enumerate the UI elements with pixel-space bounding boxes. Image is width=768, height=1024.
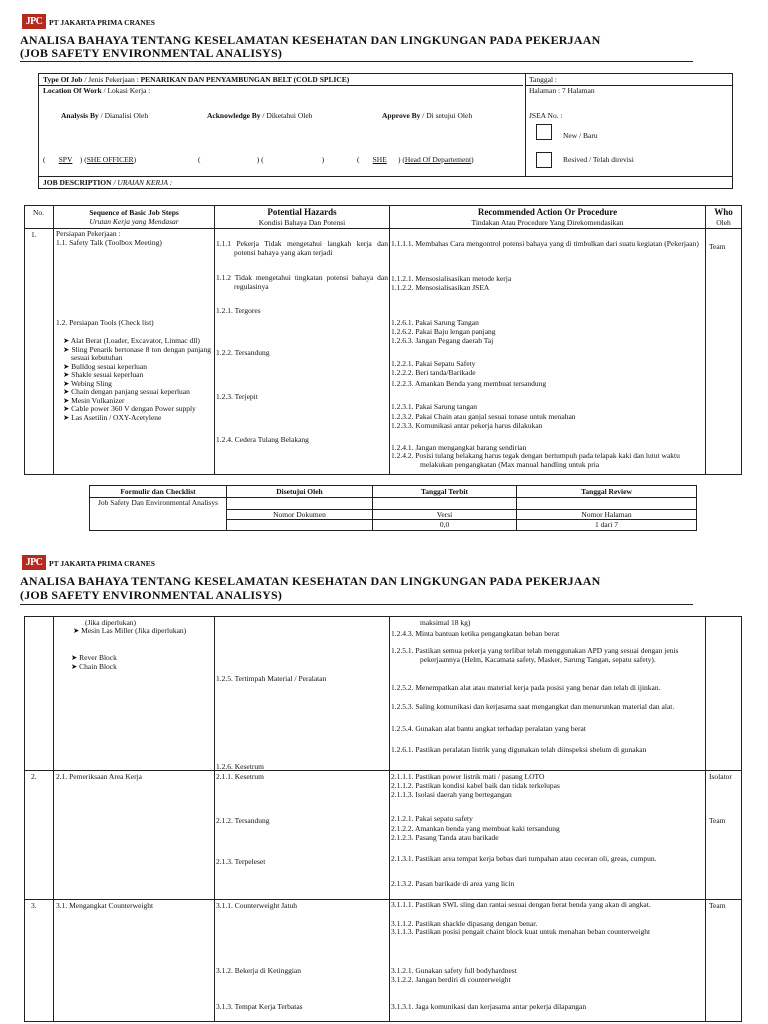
action-text: 1.1.2.2. Mensosialisasikan JSEA [391,283,490,292]
footer-halaman-value: 1 dari 7 [595,520,618,529]
action-text: 1.2.2.2. Beri tanda/Barikade [391,368,476,377]
tool-item: ➤ Chain dengan panjang sesuai keperluan [63,387,190,396]
document-subtitle: (JOB SAFETY ENVIRONMENTAL ANALISYS) [20,46,283,60]
tool-item: ➤ Chain Block [71,662,117,671]
footer-versi-value: 0,0 [439,520,450,529]
tool-item: ➤ Alat Berat (Loader, Excavator, Linmac dll) [63,336,200,345]
action-text: 1.2.4.3. Minta bantuan ketika pengangkatan beban berat [391,629,560,638]
action-text: 1.2.5.2. Menempatkan alat atau material kerja pada posisi yang benar dan telah di ijinkan. [391,683,661,692]
action-text: 1.2.4.1. Jangan mengangkat barang sendirian [391,443,527,452]
footer-col-tanggal-review: Tanggal Review [581,487,632,496]
action-text: 3.1.1.2. Pastikan shackle dipasang dengan benar. [391,919,538,928]
who-cell: Team [709,816,726,825]
hazard-text: 3.1.1. Counterweight Jatuh [216,901,298,910]
action-text: 2.1.1.3. Isolasi daerah yang bertegangan [391,790,512,799]
tool-item: ➤ Las Asetilin / OXY-Acetylene [63,412,162,422]
approve-by-label: Approve By / Di setujui Oleh [382,111,473,120]
row-number: 3. [31,901,37,910]
tool-item: ➤ Bulldog sesuai keperluan [63,361,147,371]
action-text: 1.2.2.3. Amankan Benda yang membuat tersandung [391,379,547,388]
footer-document-name: Job Safety Dan Environmental Analisys [98,498,218,507]
footer-col-disetujui: Disetujui Oleh [276,487,323,496]
action-text: 1.1.2.1. Mensosialisasikan metode kerja [391,274,512,283]
step-text: 3.1. Mengangkat Counterweight [56,901,154,910]
hazard-text: 1.2.6. Kesetrum [216,762,264,771]
footer-nomor-halaman: Nomor Halaman [581,510,632,519]
action-text: 1.1.1.1. Membahas Cara mengontrol potensi bahaya yang di timbulkan dari suatu kegiatan (Pekerjaan) [391,239,699,248]
hazard-text: 1.2.1. Tergores [216,306,261,315]
tool-item: ➤ Mesin Vulkanizer [63,395,125,405]
job-description: JOB DESCRIPTION / URAIAN KERJA : [43,178,173,187]
step-text: 1.2. Persiapan Tools (Check list) [56,318,154,327]
tanggal-field: Tanggal : [529,75,558,84]
hazard-text: 1.2.5. Tertimpah Material / Peralatan [216,674,327,683]
action-text: 1.2.5.3. Saling komunikasi dan kerjasama saat mengangkat dan menurunkan material dan alat. [391,702,675,711]
action-text: 1.2.3.1. Pakai Sarung tangan [391,402,478,411]
hazard-text: 2.1.1. Kesetrum [216,772,264,781]
row-number: 2. [31,772,37,781]
tool-item: ➤ Mesin Las Miller (Jika diperlukan) [73,626,187,635]
revised-checkbox[interactable] [536,152,552,168]
col-action-sub: Tindakan Atau Procedure Yang Direkomendasikan [471,218,624,227]
action-text: 1.2.3.2. Pakai Chain atau ganjal sesuai tonase untuk menahan [391,412,576,421]
action-text: 3.1.3.1. Jaga komunikasi dan kerjasama antar pekerja dilapangan [391,1002,587,1011]
hazard-text: 3.1.2. Bekerja di Ketinggian [216,966,301,975]
col-sequence-sub: Urutan Kerja yang Mendasar [89,217,179,226]
hazard-text: 1.2.4. Cedera Tulang Belakang [216,435,309,444]
action-text: 1.2.5.4. Gunakan alat bantu angkat terhadap peralatan yang berat [391,724,586,733]
footer-nomor-dokumen: Nomor Dokumen [273,510,326,519]
company-name: PT JAKARTA PRIMA CRANES [49,18,155,27]
col-no-header: No. [33,208,45,217]
company-name: PT JAKARTA PRIMA CRANES [49,559,155,568]
hazard-text: 2.1.2. Tersandung [216,816,270,825]
title-rule [20,61,693,62]
revised-label: Resived / Telah direvisi [563,155,634,164]
action-text: 2.1.3.1. Pastikan area tempat kerja bebas dari tumpahan atau ceceran oli, greas, cumpun. [391,854,657,863]
job-info-box [38,73,733,189]
action-text: 1.2.3.3. Komunikasi antar pekerja harus dilakukan [391,421,543,430]
action-text: 3.1.1.3. Pastikan posisi pengait chaint block kuat untuk menahan beban counterweight [391,927,651,936]
tools-list [61,337,211,422]
jsea-table-page1 [24,205,742,475]
action-text: 1.2.6.1. Pastikan peralatan listrik yang digunakan telah diinspeksi sbelum di gunakan [391,745,647,754]
document-subtitle: (JOB SAFETY ENVIRONMENTAL ANALISYS) [20,588,283,602]
footer-col-tanggal-terbit: Tanggal Terbit [420,487,469,496]
action-text: 2.1.2.2. Amankan benda yang membuat kaki tersandung [391,824,560,833]
signature-acknowledge: ( ) ( ) [198,155,325,164]
jsea-table-page2 [24,616,742,1022]
analysis-by-label: Analysis By / Dianalisi Oleh [61,111,149,120]
action-text: 1.2.6.2. Pakai Baju lengan panjang [391,327,496,336]
tool-item: ➤ Sling Penarik bertonase 8 ton dengan panjang sesuai kebutuhan [63,344,211,362]
who-cell: Team [709,242,726,251]
action-text: maksimal 18 kg) [420,618,471,627]
col-who-header: Who [714,207,733,217]
new-checkbox[interactable] [536,124,552,140]
action-text: 1.2.5.1. Pastikan semua pekerja yang terlibat telah menggunakan APD yang sesuai dengan jenis pekerjaannya (Helm, Kacamata safety, Masker, Sarung Tangan, sepatu safety). [391,646,679,664]
step-text: Persiapan Pekerjaan : [56,229,121,238]
action-text: 2.1.1.1. Pastikan power listrik mati / pasang LOTO [391,772,545,781]
action-text: 1.2.6.3. Jangan Pegang daerah Taj [391,336,494,345]
hazard-text: 3.1.3. Tempat Kerja Terbatas [216,1002,303,1011]
tool-item: ➤ Shakle sesuai keperluan [63,370,144,379]
action-text: 2.1.2.3. Pasang Tanda atau barikade [391,833,499,842]
new-label: New / Baru [563,131,598,140]
col-hazard-header: Potential Hazards [267,207,337,217]
action-text: 1.2.2.1. Pakai Sepatu Safety [391,359,476,368]
document-title: ANALISA BAHAYA TENTANG KESELAMATAN KESEHATAN DAN LINGKUNGAN PADA PEKERJAAN [20,33,601,47]
footer-versi-label: Versi [436,510,453,519]
col-hazard-sub: Kondisi Bahaya Dan Potensi [258,218,346,227]
tool-item: ➤ Rever Block [71,653,117,662]
signature-approve: ( SHE ) (Head Of Departement) [357,155,474,164]
company-logo: JPC [22,14,46,29]
tool-item: ➤ Webing Sling [63,378,112,388]
document-title: ANALISA BAHAYA TENTANG KESELAMATAN KESEHATAN DAN LINGKUNGAN PADA PEKERJAAN [20,574,601,588]
action-text: 1.2.6.1. Pakai Sarung Tangan [391,318,479,327]
company-logo: JPC [22,555,46,570]
action-text: 3.1.2.1. Gunakan safety full bodyhardnest [391,966,517,975]
type-of-job: Type Of Job / Jenis Pekerjaan : PENARIKAN DAN PENYAMBUNGAN BELT (COLD SPLICE) [43,75,350,84]
step-text: (Jika diperlukan) [85,618,137,627]
action-text: 2.1.1.2. Pastikan kondisi kabel baik dan tidak terkelupas [391,781,560,790]
hazard-text: 1.2.3. Terjepit [216,392,258,401]
action-text: 2.1.2.1. Pakai sepatu safety [391,814,473,823]
row-number: 1. [31,230,37,239]
hazard-text: 1.1.2 Tidak mengetahui tingkatan potensi bahaya dan regulasinya [216,273,388,291]
col-sequence-header: Sequence of Basic Job Steps [89,208,179,217]
step-text: 2.1. Pemeriksaan Area Kerja [56,772,143,781]
halaman-field: Halaman : 7 Halaman [529,86,595,95]
jsea-no-field: JSEA No. : [529,111,563,120]
step-text: 1.1. Safety Talk (Toolbox Meeting) [56,238,162,247]
tool-item: ➤ Cable power 360 V dengan Power supply [63,404,196,413]
hazard-text: 1.1.1 Pekerja Tidak mengetahui langkah kerja dan potensi bahaya yang akan terjadi [216,239,388,257]
hazard-text: 1.2.2. Tersandung [216,348,270,357]
hazard-text: 2.1.3. Terpeleset [216,857,266,866]
document-footer-table [89,485,697,531]
who-cell: Team [709,901,726,910]
footer-col-formulir: Formulir dan Checklist [120,487,196,496]
action-text: 1.2.4.2. Posisi tulang belakang harus tegak dengan bertumpuh pada telapak kaki dan lutut waktu melakukan pengangkatan (Max manual handling untuk pria [391,452,680,469]
action-text: 2.1.3.2. Pasan barikade di area yang licin [391,879,515,888]
signature-analysis: ( SPV ) (SHE OFFICER) [43,155,137,164]
location-of-work: Location Of Work / Lokasi Kerja : [43,86,151,95]
action-text: 3.1.1.1. Pastikan SWL sling dan rantai sesuai dengan berat benda yang akan di angkat. [391,900,651,909]
acknowledge-by-label: Acknowledge By / Diketahui Oleh [207,111,313,120]
who-cell: Isolator [709,772,732,781]
title-rule [20,604,693,605]
action-text: 3.1.2.2. Jangan berdiri di counterweight [391,975,511,984]
col-action-header: Recommended Action Or Procedure [477,207,618,217]
col-who-sub: Oleh [716,218,731,227]
